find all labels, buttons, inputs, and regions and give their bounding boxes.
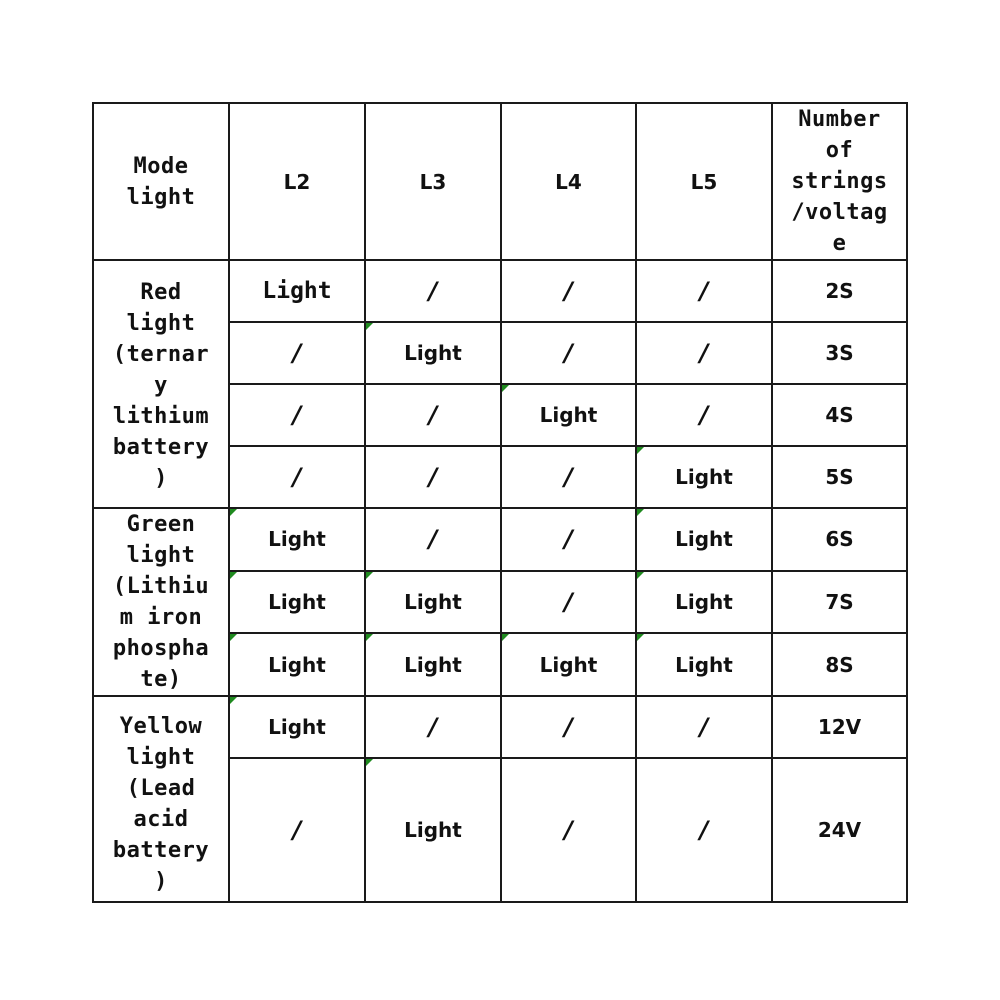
cell-l4: / [501,508,636,571]
cell-l3: / [365,446,501,508]
cell-l2: / [229,758,365,902]
cell-l5: Light [636,571,772,634]
cell-l5: Light [636,508,772,571]
cell-l5: / [636,696,772,758]
cell-l2: / [229,322,365,384]
cell-value: 12V [772,696,907,758]
cell-l4: Light [501,633,636,696]
header-l4: L4 [501,103,636,260]
cell-l3: Light [365,571,501,634]
table-row [93,508,907,571]
cell-l4: / [501,322,636,384]
table-row [93,696,907,758]
cell-value: 6S [772,508,907,571]
table-row [93,260,907,322]
group-yellow-light: Yellow light (Lead acid battery ) [93,696,229,902]
cell-l5: Light [636,446,772,508]
battery-mode-table-container [92,102,906,895]
header-l3: L3 [365,103,501,260]
cell-l4: / [501,571,636,634]
cell-l4: / [501,446,636,508]
cell-value: 7S [772,571,907,634]
cell-value: 2S [772,260,907,322]
cell-l3: Light [365,633,501,696]
cell-l3: / [365,696,501,758]
cell-l4: Light [501,384,636,446]
header-mode-light: Mode light [93,103,229,260]
cell-l2: Light [229,508,365,571]
header-l5: L5 [636,103,772,260]
cell-l3: / [365,508,501,571]
cell-l5: Light [636,633,772,696]
cell-l3: / [365,384,501,446]
cell-l2: / [229,384,365,446]
battery-mode-table [92,102,908,903]
cell-value: 8S [772,633,907,696]
cell-l4: / [501,260,636,322]
cell-l2: / [229,446,365,508]
cell-l3: Light [365,322,501,384]
cell-l4: / [501,696,636,758]
cell-value: 5S [772,446,907,508]
cell-l5: / [636,758,772,902]
cell-value: 4S [772,384,907,446]
cell-l5: / [636,322,772,384]
header-strings-voltage: Number of strings /voltag e [772,103,907,260]
cell-l5: / [636,260,772,322]
cell-value: 24V [772,758,907,902]
cell-l3: / [365,260,501,322]
cell-l5: / [636,384,772,446]
cell-l2: Light [229,260,365,322]
group-red-light: Red light (ternar y lithium battery ) [93,260,229,508]
cell-value: 3S [772,322,907,384]
cell-l2: Light [229,571,365,634]
cell-l4: / [501,758,636,902]
cell-l3: Light [365,758,501,902]
header-l2: L2 [229,103,365,260]
header-row [93,103,907,260]
group-green-light: Green light (Lithiu m iron phospha te) [93,508,229,696]
cell-l2: Light [229,633,365,696]
cell-l2: Light [229,696,365,758]
